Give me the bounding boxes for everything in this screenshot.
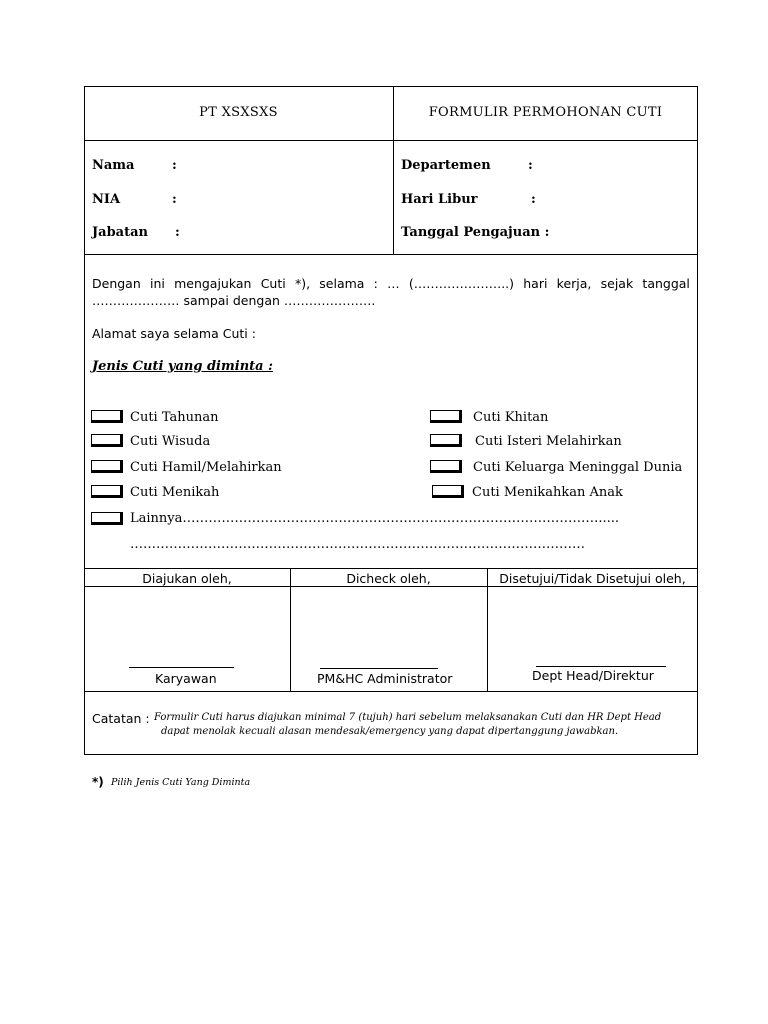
leave-type-label: Cuti Menikah: [130, 485, 220, 500]
signature-line: [536, 666, 666, 667]
field-colon: :: [175, 225, 180, 240]
sig-header-submitted: Diajukan oleh,: [142, 571, 232, 586]
checkbox-cuti-keluarga-meninggal[interactable]: [430, 460, 462, 473]
checkbox-cuti-isteri-melahirkan[interactable]: [430, 434, 462, 447]
field-label-jabatan: Jabatan: [92, 225, 148, 240]
checkbox-cuti-khitan[interactable]: [430, 410, 462, 423]
divider: [487, 568, 488, 691]
signature-line: [129, 667, 234, 668]
company-name: PT XSXSXS: [199, 105, 278, 120]
leave-type-label: Cuti Wisuda: [130, 434, 211, 449]
sig-name-administrator: PM&HC Administrator: [317, 671, 453, 686]
address-label: Alamat saya selama Cuti :: [92, 326, 256, 341]
sig-name-karyawan: Karyawan: [155, 671, 217, 686]
request-sentence: [92, 276, 690, 291]
request-word: hari: [523, 276, 548, 291]
divider: [85, 586, 697, 587]
leave-types-title: Jenis Cuti yang diminta :: [92, 359, 273, 374]
footnote-mark: *): [92, 775, 104, 789]
checkbox-lainnya[interactable]: [91, 512, 123, 525]
field-label-departemen: Departemen: [401, 158, 491, 173]
request-word: Cuti: [260, 276, 286, 291]
request-word: selama: [319, 276, 365, 291]
request-word: …: [387, 276, 400, 291]
field-label-nama: Nama: [92, 158, 135, 173]
other-leave-blank: ……………………………………………………………………………………………: [130, 537, 585, 552]
divider: [85, 691, 697, 692]
leave-type-label: Cuti Keluarga Meninggal Dunia: [473, 460, 683, 475]
leave-type-label: Cuti Tahunan: [130, 410, 219, 425]
sig-name-dept-head: Dept Head/Direktur: [532, 668, 654, 683]
leave-type-label: Cuti Khitan: [473, 410, 549, 425]
checkbox-cuti-tahunan[interactable]: [91, 410, 123, 423]
divider: [85, 568, 697, 569]
leave-type-label: Cuti Isteri Melahirkan: [475, 434, 622, 449]
checkbox-cuti-wisuda[interactable]: [91, 434, 123, 447]
request-word: ini: [149, 276, 165, 291]
note-text-line2: dapat menolak kecuali alasan mendesak/emergency yang dapat dipertanggung jawabkan.: [161, 726, 619, 737]
field-label-tanggal-pengajuan: Tanggal Pengajuan :: [401, 225, 550, 240]
days-blank: (…………………..): [408, 276, 515, 291]
request-word: sejak: [600, 276, 634, 291]
sig-header-checked: Dicheck oleh,: [346, 571, 431, 586]
divider: [85, 140, 697, 141]
request-word: tanggal: [642, 276, 690, 291]
divider: [290, 568, 291, 691]
field-colon: :: [528, 158, 533, 173]
request-date-range: ………………… sampai dengan ………………….: [92, 293, 376, 308]
checkbox-cuti-menikah[interactable]: [91, 485, 123, 498]
request-word: :: [373, 276, 378, 291]
checkbox-cuti-hamil[interactable]: [91, 460, 123, 473]
field-colon: :: [531, 192, 536, 207]
request-word: kerja,: [556, 276, 592, 291]
leave-type-label: Cuti Menikahkan Anak: [472, 485, 623, 500]
divider: [85, 254, 697, 255]
note-label: Catatan :: [92, 711, 150, 726]
field-label-hari-libur: Hari Libur: [401, 192, 478, 207]
other-leave-label: Lainnya…………………………………………………………………………………….....: [130, 511, 620, 526]
field-label-nia: NIA: [92, 192, 121, 207]
field-colon: :: [172, 192, 177, 207]
note-text-line1: Formulir Cuti harus diajukan minimal 7 (tujuh) hari sebelum melaksanakan Cuti dan HR Dept Head: [154, 712, 662, 723]
footnote-text: Pilih Jenis Cuti Yang Diminta: [111, 777, 251, 788]
signature-line: [320, 668, 438, 669]
request-word: mengajukan: [174, 276, 252, 291]
checkbox-cuti-menikahkan-anak[interactable]: [432, 485, 464, 498]
leave-type-label: Cuti Hamil/Melahirkan: [130, 460, 282, 475]
field-colon: :: [172, 158, 177, 173]
request-word: Dengan: [92, 276, 141, 291]
request-word: *),: [294, 276, 311, 291]
form-title: FORMULIR PERMOHONAN CUTI: [428, 105, 663, 120]
sig-header-approved: Disetujui/Tidak Disetujui oleh,: [499, 571, 686, 586]
